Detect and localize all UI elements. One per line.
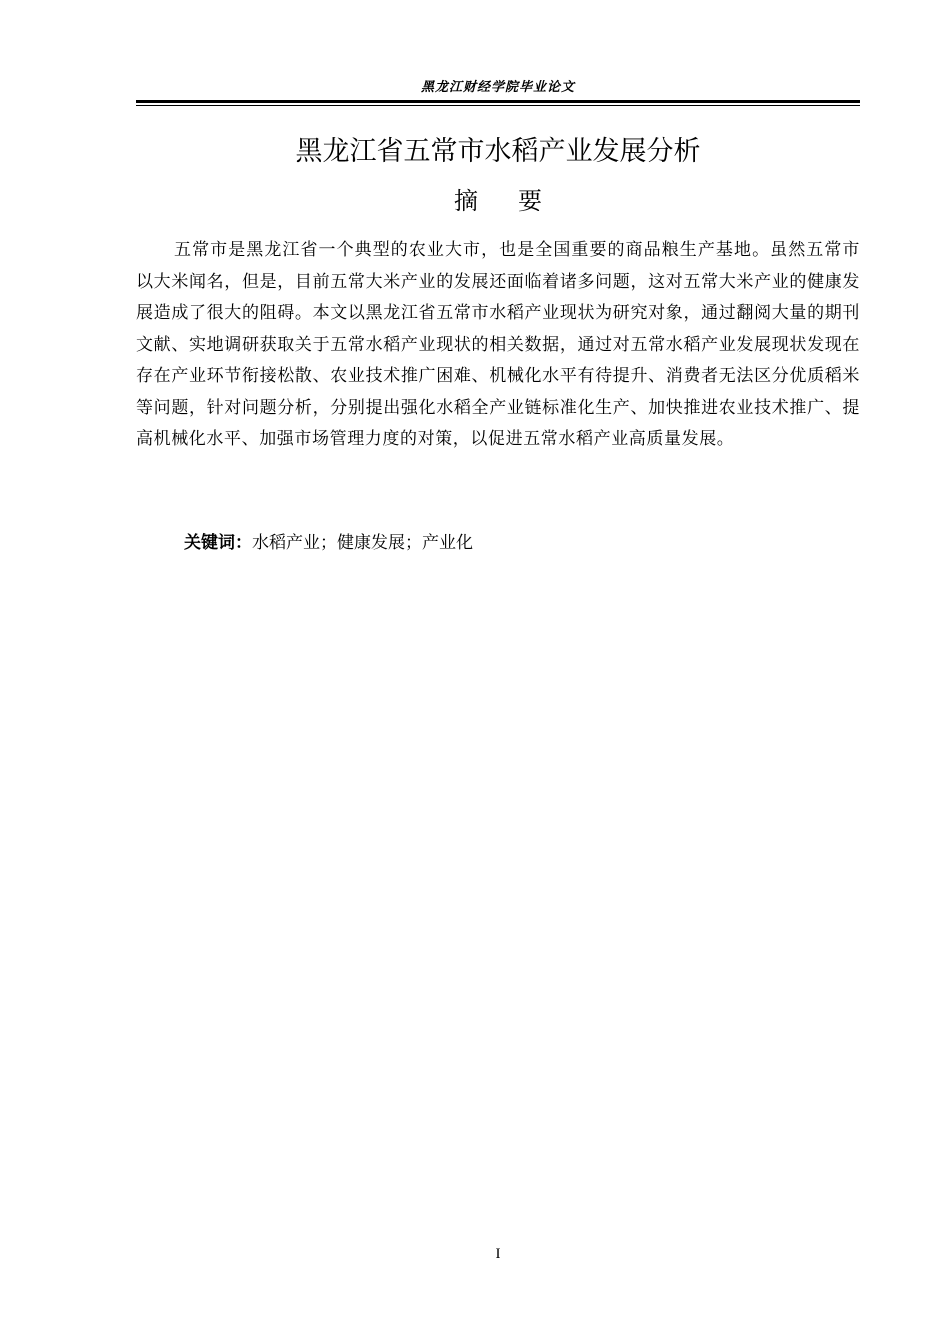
keywords-label: 关键词： — [184, 533, 252, 553]
header-rule-thin — [136, 105, 860, 106]
keywords-value: 水稻产业；健康发展；产业化 — [252, 533, 473, 553]
header-rule-thick — [136, 100, 860, 103]
page-number: I — [495, 1246, 501, 1262]
thesis-title: 黑龙江省五常市水稻产业发展分析 — [295, 136, 701, 167]
keywords-line — [184, 529, 860, 557]
abstract-heading: 摘要 — [454, 187, 582, 215]
abstract-body: 五常市是黑龙江省一个典型的农业大市，也是全国重要的商品粮生产基地。虽然五常市以大米闻名，但是，目前五常大米产业的发展还面临着诸多问题，这对五常大米产业的健康发展造成了很大的阻碍。本文以黑龙江省五常市水稻产业现状为研究对象，通过翻阅大量的期刊文献、实地调研获取关于五常水稻产业现状的相关数据，通过对五常水稻产业发展现状发现在存在产业环节衔接松散、农业技术推广困难、机械化水平有待提升、消费者无法区分优质稻米等问题，针对问题分析，分别提出强化水稻全产业链标准化生产、加快推进农业技术推广、提高机械化水平、加强市场管理力度的对策，以促进五常水稻产业高质量发展。 — [136, 240, 860, 449]
running-header: 黑龙江财经学院毕业论文 — [420, 80, 575, 95]
